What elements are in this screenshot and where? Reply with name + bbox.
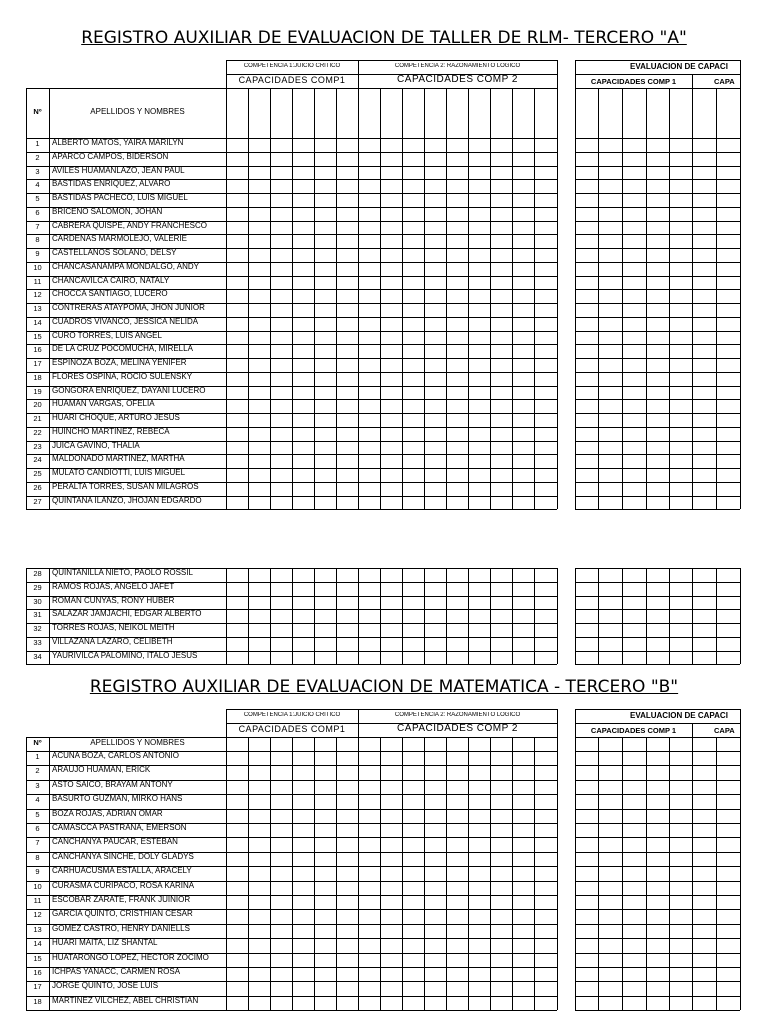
student-b-number: 18 xyxy=(33,997,42,1006)
student-b-name: GARCIA QUINTO, CRISTHIAN CESAR xyxy=(52,910,193,919)
student-b-number: 2 xyxy=(35,767,40,775)
grade-column-divider xyxy=(226,751,227,1010)
grade-column-divider xyxy=(270,568,271,664)
grade-column-divider xyxy=(534,138,535,509)
grade-column-divider xyxy=(248,568,249,664)
grade-column-divider xyxy=(669,751,670,1010)
student-a-name: CARDENAS MARMOLEJO, VALERIE xyxy=(52,235,187,244)
student-a-name: SALAZAR JAMJACHI, EDGAR ALBERTO xyxy=(52,610,202,619)
grade-column-divider xyxy=(575,568,576,664)
header-border xyxy=(692,723,693,737)
student-a-name: YAURIVILCA PALOMINO, ITALO JESUS xyxy=(52,651,198,660)
student-a-number: 28 xyxy=(33,570,42,578)
student-a-name: JUICA GAVINO, THALIA xyxy=(52,441,140,450)
student-a-number: 6 xyxy=(35,208,40,217)
grade-column-divider xyxy=(314,138,315,509)
grade-column-divider xyxy=(534,751,535,1010)
student-b-number: 8 xyxy=(35,853,40,862)
student-b-name: CURASMA CURIPACO, ROSA KARINA xyxy=(52,881,195,890)
grade-column-divider xyxy=(248,737,249,751)
grade-column-divider xyxy=(490,88,491,138)
grade-column-divider xyxy=(446,568,447,664)
student-a-name: CHANCASANAMPA MONDALGO, ANDY xyxy=(52,262,199,271)
grade-column-divider xyxy=(740,751,741,1010)
student-b-name: HUARI MAITA, LIZ SHANTAL xyxy=(52,939,158,948)
row-divider xyxy=(26,1010,557,1011)
student-a-name: BRICEÑO SALOMON, JOHAN xyxy=(52,207,163,216)
grade-column-divider xyxy=(314,751,315,1010)
section-title: REGISTRO AUXILIAR DE EVALUACION DE TALLER DE RLM- TERCERO "A" xyxy=(81,28,687,48)
grade-column-divider xyxy=(468,737,469,751)
student-a-number: 20 xyxy=(33,401,42,409)
grade-column-divider xyxy=(622,568,623,664)
grade-column-divider xyxy=(248,751,249,1010)
student-b-name: MARTINEZ VILCHEZ, ABEL CHRISTIAN xyxy=(52,996,199,1005)
grade-column-divider xyxy=(402,737,403,751)
grade-column-divider xyxy=(669,138,670,509)
grade-column-divider xyxy=(424,88,425,138)
student-a-number: 16 xyxy=(33,346,42,354)
grade-column-divider xyxy=(358,138,359,509)
grade-column-divider xyxy=(575,751,576,1010)
student-a-name: GONGORA ENRIQUEZ, DAYANI LUCERO xyxy=(52,386,206,395)
student-b-number: 14 xyxy=(33,940,42,948)
grade-column-divider xyxy=(336,88,337,138)
student-a-name: CABRERA QUISPE, ANDY FRANCHESCO xyxy=(52,221,207,230)
grade-column-divider xyxy=(358,88,359,138)
student-a-number: 10 xyxy=(33,263,42,272)
grade-column-divider xyxy=(534,88,535,138)
student-a-number: 26 xyxy=(33,483,42,492)
student-a-name: CURO TORRES, LUIS ANGEL xyxy=(52,331,162,340)
student-a-name: MULATO CANDIOTTI, LUIS MIGUEL xyxy=(52,469,186,477)
student-a-name: QUINTANILLA NIETO, PAOLO ROSSIL xyxy=(52,569,193,577)
student-b-name: CARHUACUSMA ESTALLA, ARACELY xyxy=(52,867,192,876)
grade-column-divider xyxy=(575,138,576,509)
evaluation-header: EVALUACION DE CAPACI xyxy=(630,63,728,71)
student-b-number: 4 xyxy=(35,796,40,804)
student-a-number: 4 xyxy=(35,181,40,189)
grade-column-divider xyxy=(512,751,513,1010)
student-b-name: ESCOBAR ZARATE, FRANK JUINIOR xyxy=(52,896,191,904)
student-a-number: 5 xyxy=(35,195,40,203)
names-header: APELLIDOS Y NOMBRES xyxy=(90,108,185,116)
grade-column-divider xyxy=(534,568,535,664)
grade-column-divider xyxy=(336,751,337,1010)
grade-column-divider xyxy=(740,737,741,751)
grade-column-divider xyxy=(669,737,670,751)
grade-column-divider xyxy=(716,751,717,1010)
grade-column-divider xyxy=(380,88,381,138)
student-b-name: HUATARONGO LOPEZ, HECTOR ZOCIMO xyxy=(52,953,209,962)
student-b-number: 1 xyxy=(35,753,40,761)
student-b-number: 7 xyxy=(35,839,40,847)
student-a-name: CHOCCA SANTIAGO, LUCERO xyxy=(52,290,168,299)
grade-column-divider xyxy=(716,88,717,138)
grade-column-divider xyxy=(740,138,741,509)
grade-column-divider xyxy=(314,568,315,664)
student-a-name: DE LA CRUZ POCOMUCHA, MIRELLA xyxy=(52,345,193,354)
competency-2-header: COMPETENCIA 2: RAZONAMIENTO LOGICO xyxy=(394,63,521,69)
student-a-name: VILLAZANA LAZARO, CELIBETH xyxy=(52,637,173,646)
student-a-name: QUINTANA ILANZO, JHOJAN EDGARDO xyxy=(52,496,202,505)
grade-column-divider xyxy=(622,138,623,509)
student-a-number: 22 xyxy=(33,428,42,437)
grade-column-divider xyxy=(468,568,469,664)
student-a-number: 32 xyxy=(33,625,42,633)
grade-column-divider xyxy=(622,88,623,138)
header-border xyxy=(575,60,740,61)
student-a-number: 21 xyxy=(33,415,42,423)
header-border xyxy=(575,737,740,738)
right-capacities-comp2-header: CAPA xyxy=(714,78,735,86)
grade-column-divider xyxy=(446,138,447,509)
student-b-number: 10 xyxy=(33,882,42,891)
grade-column-divider xyxy=(226,568,227,664)
student-a-number: 15 xyxy=(33,332,42,340)
student-a-name: CASTELLANOS SOLANO, DELSY xyxy=(52,249,177,257)
student-a-name: APARCO CAMPOS, BIDERSON xyxy=(52,152,169,161)
grade-column-divider xyxy=(622,737,623,751)
student-b-name: ACUÑA BOZA, CARLOS ANTONIO xyxy=(52,752,179,760)
grade-column-divider xyxy=(716,138,717,509)
grade-column-divider xyxy=(424,737,425,751)
student-a-number: 30 xyxy=(33,597,42,605)
student-a-number: 12 xyxy=(33,291,42,299)
right-capacities-comp1-header: CAPACIDADES COMP 1 xyxy=(590,78,677,86)
grade-column-divider xyxy=(424,751,425,1010)
grade-column-divider xyxy=(490,138,491,509)
student-a-name: PERALTA TORRES, SUSAN MILAGROS xyxy=(52,482,199,491)
student-a-number: 13 xyxy=(33,305,42,313)
row-divider xyxy=(575,1010,740,1011)
header-border xyxy=(692,74,693,88)
grade-column-divider xyxy=(512,568,513,664)
student-a-name: HUAMAN VARGAS, OFELIA xyxy=(52,400,155,409)
grade-column-divider xyxy=(468,138,469,509)
grade-column-divider xyxy=(468,88,469,138)
student-a-number: 1 xyxy=(35,140,40,148)
capacities-comp2-header: CAPACIDADES COMP 2 xyxy=(397,75,518,85)
grade-column-divider xyxy=(716,568,717,664)
grade-column-divider xyxy=(557,737,558,751)
grade-column-divider xyxy=(292,138,293,509)
student-a-number: 29 xyxy=(33,583,42,592)
grade-column-divider xyxy=(575,88,576,138)
student-a-name: AVILES HUAMANLAZO, JEAN PAUL xyxy=(52,166,185,175)
student-b-number: 5 xyxy=(35,810,40,819)
grade-column-divider xyxy=(598,751,599,1010)
grade-column-divider xyxy=(402,138,403,509)
grade-column-divider xyxy=(512,88,513,138)
student-b-name: ASTO SAICO, BRAYAM ANTONY xyxy=(52,780,173,789)
row-divider xyxy=(26,509,557,510)
grade-column-divider xyxy=(646,138,647,509)
student-a-name: BASTIDAS PACHECO, LUIS MIGUEL xyxy=(52,194,188,202)
grade-column-divider xyxy=(270,138,271,509)
student-b-name: ICHPAS YAÑACC, CARMEN ROSA xyxy=(52,968,181,976)
grade-column-divider xyxy=(598,88,599,138)
student-b-name: ARAUJO HUAMAN, ERICK xyxy=(52,766,151,775)
grade-column-divider xyxy=(490,568,491,664)
student-a-number: 33 xyxy=(33,638,42,647)
grade-column-divider xyxy=(314,88,315,138)
grade-column-divider xyxy=(336,568,337,664)
row-divider xyxy=(575,509,740,510)
grade-column-divider xyxy=(598,138,599,509)
grade-column-divider xyxy=(490,751,491,1010)
student-b-number: 13 xyxy=(33,925,42,934)
number-header: Nº xyxy=(33,108,42,116)
student-b-number: 16 xyxy=(33,969,42,977)
student-b-number: 6 xyxy=(35,825,40,833)
grade-column-divider xyxy=(424,138,425,509)
student-a-name: HUARI CHOQUE, ARTURO JESUS xyxy=(52,414,180,422)
grade-column-divider xyxy=(292,568,293,664)
grade-column-divider xyxy=(557,88,558,138)
column-divider xyxy=(49,138,50,509)
student-b-number: 9 xyxy=(35,868,40,876)
row-divider xyxy=(26,664,557,665)
row-divider xyxy=(575,664,740,665)
grade-column-divider xyxy=(646,568,647,664)
student-b-name: BOZA ROJAS, ADRIAN OMAR xyxy=(52,809,163,818)
student-a-name: RAMOS ROJAS, ANGELO JAFET xyxy=(52,582,175,591)
student-a-name: CUADROS VIVANCO, JESSICA NELIDA xyxy=(52,317,199,326)
grade-column-divider xyxy=(622,751,623,1010)
grade-column-divider xyxy=(226,737,227,751)
student-a-number: 14 xyxy=(33,318,42,327)
student-b-name: BASURTO GUZMAN, MIRKO HANS xyxy=(52,795,183,804)
grade-column-divider xyxy=(646,751,647,1010)
header-border xyxy=(226,60,557,61)
student-b-number: 12 xyxy=(33,911,42,919)
grade-column-divider xyxy=(380,568,381,664)
names-header: APELLIDOS Y NOMBRES xyxy=(90,739,185,747)
grade-column-divider xyxy=(380,751,381,1010)
student-b-name: GOMEZ CASTRO, HENRY DANIELLS xyxy=(52,924,190,933)
student-a-name: CHANCAVILCA CAIRO, NATALY xyxy=(52,276,170,285)
header-border xyxy=(575,709,740,710)
grade-column-divider xyxy=(468,751,469,1010)
capacities-comp2-header: CAPACIDADES COMP 2 xyxy=(397,724,518,734)
student-a-number: 31 xyxy=(33,611,42,619)
section-title: REGISTRO AUXILIAR DE EVALUACION DE MATEMATICA - TERCERO "B" xyxy=(89,677,679,697)
grade-column-divider xyxy=(314,737,315,751)
grade-column-divider xyxy=(740,568,741,664)
grade-column-divider xyxy=(512,138,513,509)
competency-1-header: COMPETENCIA 1:JUICIO CRITICO xyxy=(243,712,341,718)
grade-column-divider xyxy=(380,138,381,509)
grade-column-divider xyxy=(358,568,359,664)
grade-column-divider xyxy=(402,751,403,1010)
student-a-number: 24 xyxy=(33,456,42,464)
grade-column-divider xyxy=(336,737,337,751)
grade-column-divider xyxy=(692,138,693,509)
student-a-number: 11 xyxy=(33,277,42,285)
student-a-number: 19 xyxy=(33,387,42,395)
student-a-number: 34 xyxy=(33,652,42,660)
header-border xyxy=(557,60,558,88)
header-border xyxy=(575,723,740,724)
right-capacities-comp1-header: CAPACIDADES COMP 1 xyxy=(590,727,677,735)
grade-column-divider xyxy=(380,737,381,751)
grade-column-divider xyxy=(270,737,271,751)
competency-1-header: COMPETENCIA 1:JUICIO CRITICO xyxy=(243,63,341,69)
student-a-number: 18 xyxy=(33,373,42,382)
student-b-number: 3 xyxy=(35,781,40,790)
student-a-number: 8 xyxy=(35,236,40,244)
student-b-name: CAMASCCA PASTRANA, EMERSON xyxy=(52,824,187,832)
student-a-number: 27 xyxy=(33,497,42,505)
student-a-name: ROMAN CUNYAS, RONY HUBER xyxy=(52,596,175,605)
grade-column-divider xyxy=(446,88,447,138)
header-border xyxy=(575,88,740,89)
grade-column-divider xyxy=(669,88,670,138)
grade-column-divider xyxy=(292,737,293,751)
competency-2-header: COMPETENCIA 2: RAZONAMIENTO LOGICO xyxy=(394,712,521,718)
student-a-name: CONTRERAS ATAYPOMA, JHON JUNIOR xyxy=(52,304,205,312)
student-b-number: 11 xyxy=(33,897,42,905)
grade-column-divider xyxy=(557,138,558,509)
number-header: Nº xyxy=(33,739,42,747)
column-divider xyxy=(49,751,50,1010)
grade-column-divider xyxy=(512,737,513,751)
grade-column-divider xyxy=(646,88,647,138)
grade-column-divider xyxy=(716,737,717,751)
grade-column-divider xyxy=(692,737,693,751)
grade-column-divider xyxy=(248,138,249,509)
student-a-name: MALDONADO MARTINEZ, MARTHA xyxy=(52,455,185,464)
grade-column-divider xyxy=(490,737,491,751)
student-a-name: ESPINOZA BOZA, MELINA YENIFER xyxy=(52,359,187,367)
student-b-name: CANCHANYA PAUCAR, ESTEBAN xyxy=(52,838,178,847)
grade-column-divider xyxy=(248,88,249,138)
grade-column-divider xyxy=(402,568,403,664)
student-a-name: TORRES ROJAS, NEIKOL MEITH xyxy=(52,624,175,632)
grade-column-divider xyxy=(358,737,359,751)
grade-column-divider xyxy=(598,568,599,664)
grade-column-divider xyxy=(270,88,271,138)
student-b-number: 17 xyxy=(33,983,42,991)
grade-column-divider xyxy=(598,737,599,751)
student-a-number: 3 xyxy=(35,167,40,175)
grade-column-divider xyxy=(358,751,359,1010)
student-a-name: HUINCHO MARTINEZ, REBECA xyxy=(52,427,170,436)
grade-column-divider xyxy=(646,737,647,751)
grade-column-divider xyxy=(692,751,693,1010)
student-a-number: 23 xyxy=(33,442,42,450)
student-a-number: 25 xyxy=(33,470,42,478)
student-a-name: BASTIDAS ENRIQUEZ, ALVARO xyxy=(52,180,171,189)
student-b-name: CANCHANYA SINCHE, DOLY GLADYS xyxy=(52,852,194,861)
grade-column-divider xyxy=(692,88,693,138)
grade-column-divider xyxy=(446,751,447,1010)
student-b-name: JORGE QUINTO, JOSE LUIS xyxy=(52,982,159,991)
grade-column-divider xyxy=(292,88,293,138)
header-border xyxy=(575,74,740,75)
grade-column-divider xyxy=(669,568,670,664)
grade-column-divider xyxy=(557,751,558,1010)
capacities-comp1-header: CAPACIDADES COMP1 xyxy=(238,76,346,85)
evaluation-header: EVALUACION DE CAPACI xyxy=(630,712,728,720)
grade-column-divider xyxy=(692,568,693,664)
grade-column-divider xyxy=(226,88,227,138)
student-b-number: 15 xyxy=(33,954,42,963)
capacities-comp1-header: CAPACIDADES COMP1 xyxy=(238,725,346,734)
grade-column-divider xyxy=(270,751,271,1010)
student-a-number: 2 xyxy=(35,153,40,162)
header-border xyxy=(226,709,557,710)
student-a-name: ALBERTO MATOS, YAIRA MARILYN xyxy=(52,139,184,147)
student-a-name: FLORES OSPINA, ROCIO SULENSKY xyxy=(52,372,193,381)
student-a-number: 9 xyxy=(35,250,40,258)
grade-column-divider xyxy=(740,88,741,138)
grade-column-divider xyxy=(292,751,293,1010)
column-divider xyxy=(49,568,50,664)
grade-column-divider xyxy=(446,737,447,751)
student-a-number: 7 xyxy=(35,222,40,230)
grade-column-divider xyxy=(424,568,425,664)
grade-column-divider xyxy=(336,138,337,509)
grade-column-divider xyxy=(534,737,535,751)
student-a-number: 17 xyxy=(33,360,42,368)
grade-column-divider xyxy=(575,737,576,751)
grade-column-divider xyxy=(402,88,403,138)
grade-column-divider xyxy=(226,138,227,509)
right-capacities-comp2-header: CAPA xyxy=(714,727,735,735)
grade-column-divider xyxy=(557,568,558,664)
header-border xyxy=(557,709,558,737)
